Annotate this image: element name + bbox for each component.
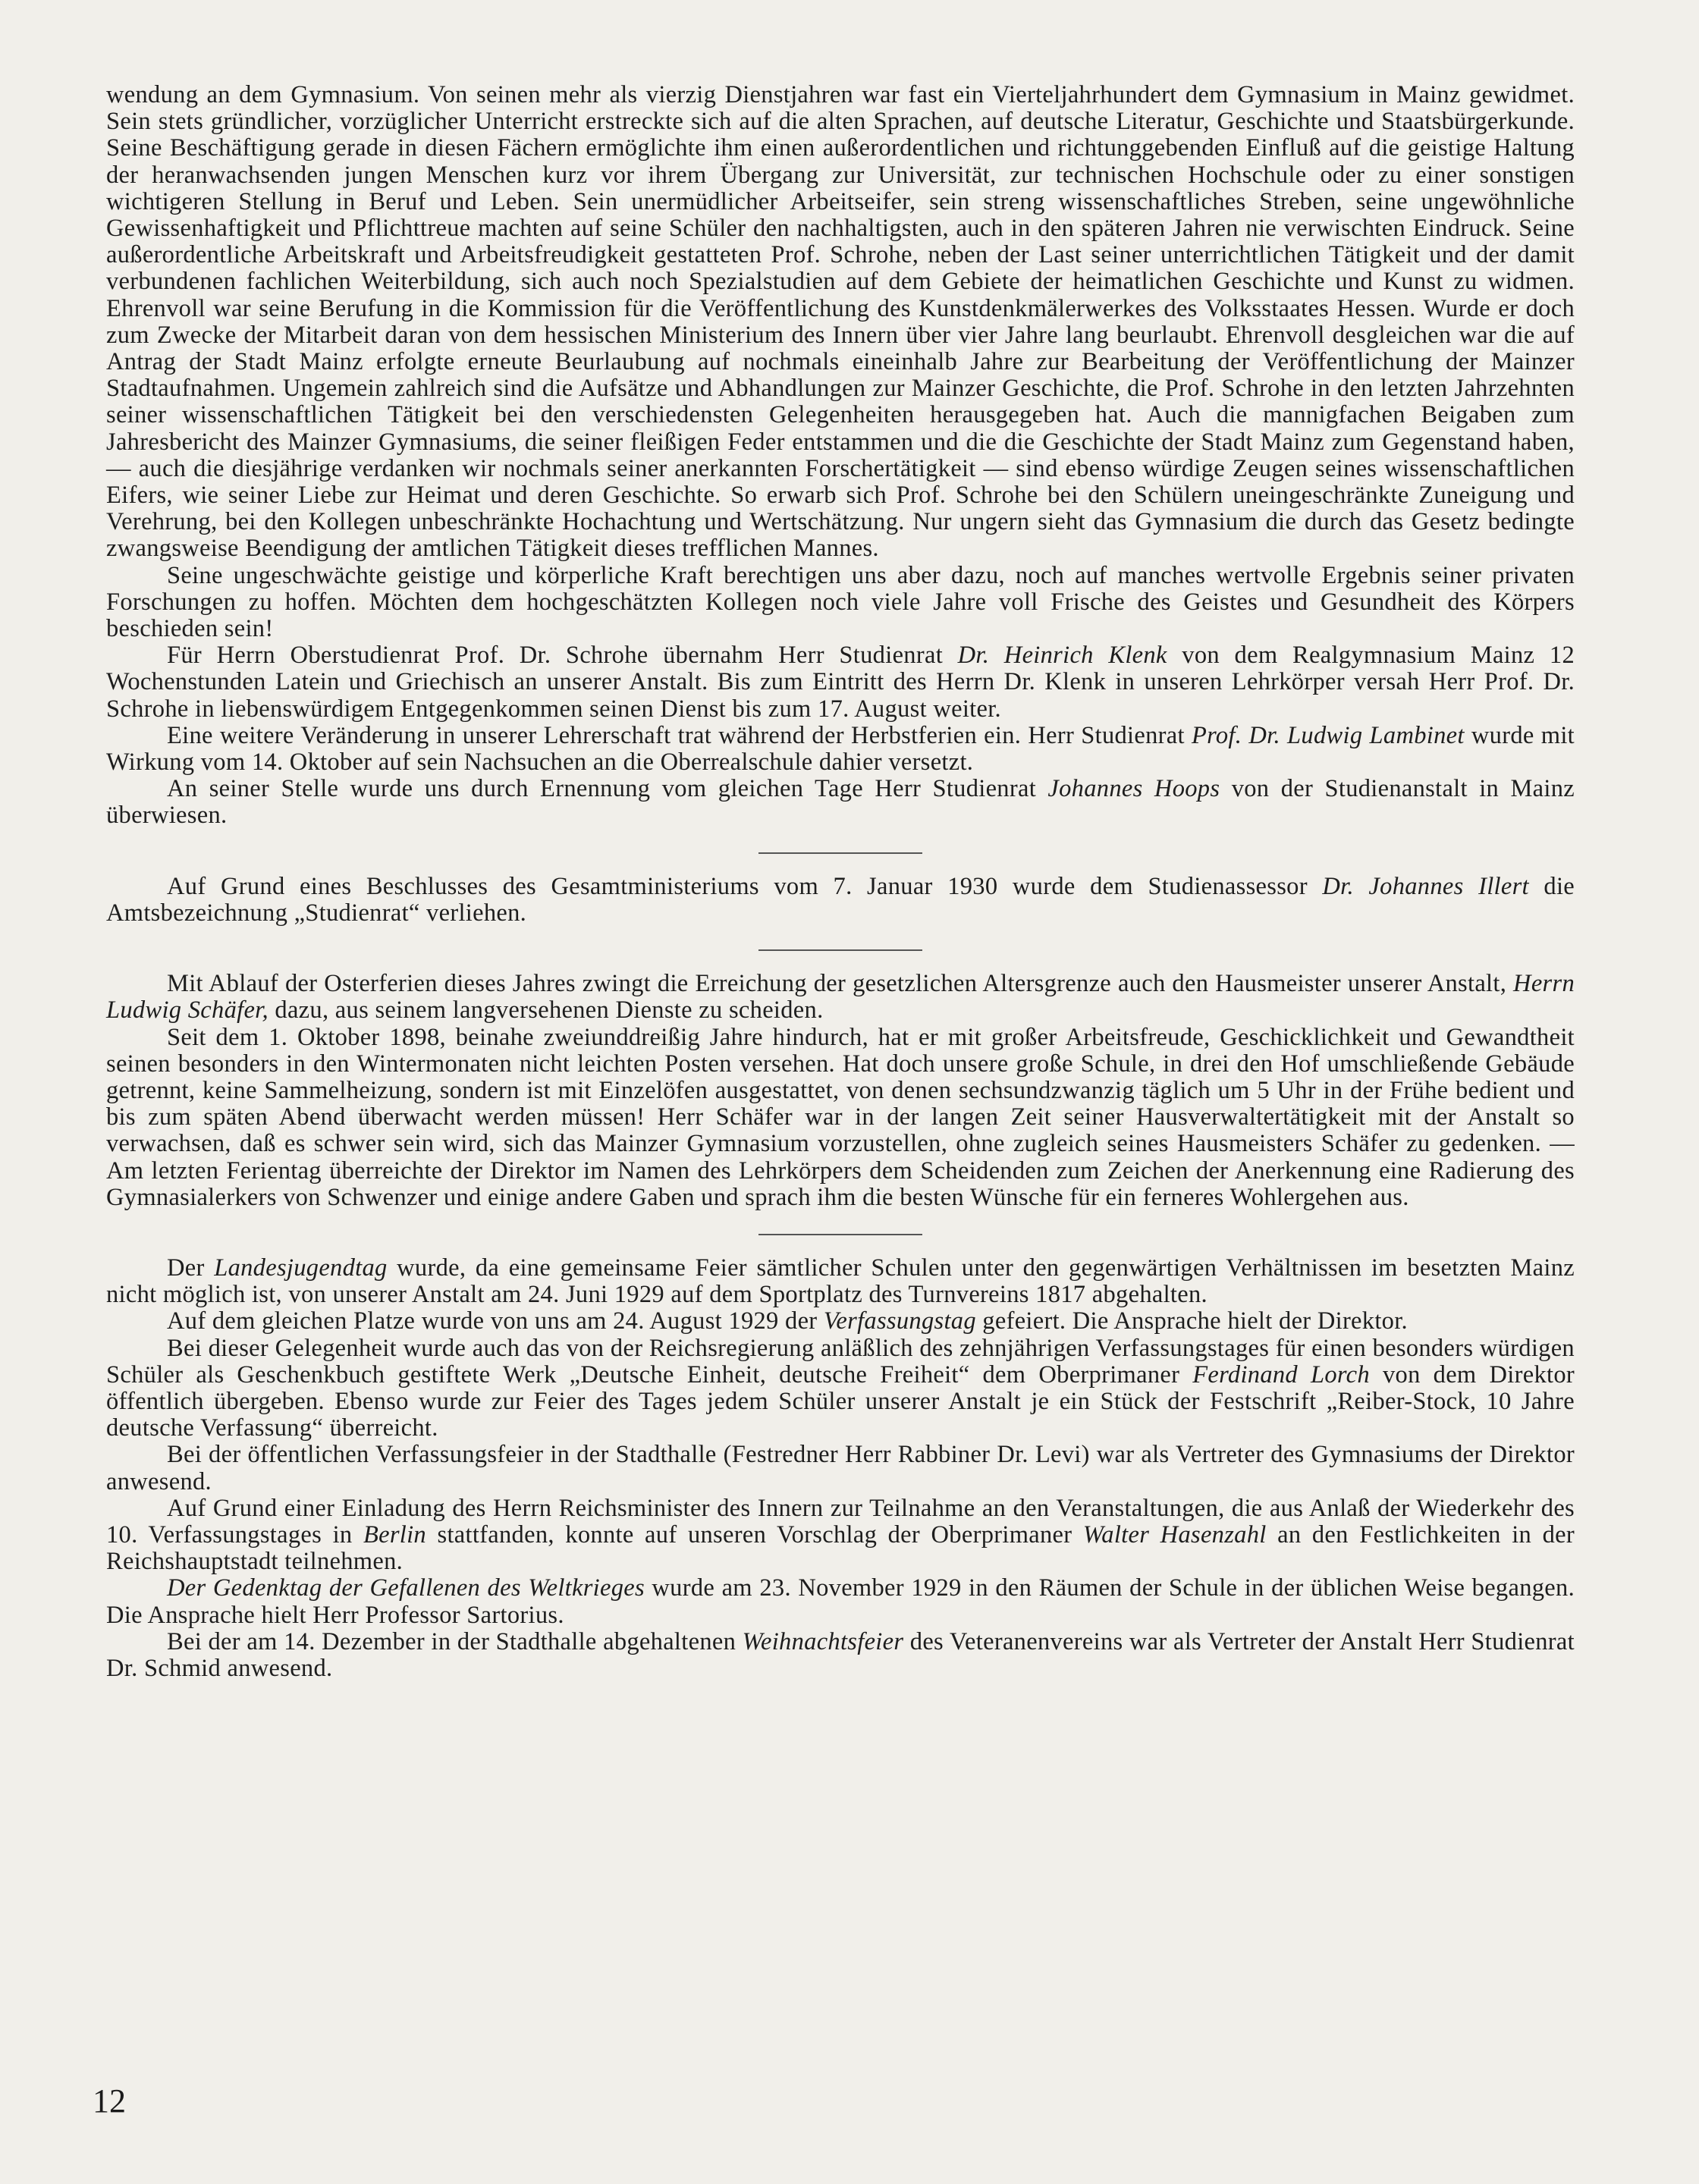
text: von der Studienanstalt in Mainz überwiesen.	[106, 775, 1575, 830]
paragraph-klenk	[106, 642, 1575, 723]
text: Bei der am 14. Dezember in der Stadthalle abgehaltenen	[167, 1627, 743, 1655]
paragraph-verfassungsfeier: Bei der öffentlichen Verfassungsfeier in der Stadthalle (Festredner Herr Rabbiner Dr. Levi) war als Vertreter des Gymnasiums der Direktor anwesend.	[106, 1441, 1575, 1495]
text: Für Herrn Oberstudienrat Prof. Dr. Schrohe übernahm Herr Studienrat	[167, 642, 958, 670]
person-name: Ferdinand Lorch	[1192, 1360, 1370, 1389]
text: des Veteranenvereins war als Vertreter der Anstalt Herr Studienrat Dr. Schmid anwesend.	[106, 1627, 1575, 1682]
text: Eine weitere Veränderung in unserer Lehrerschaft trat während der Herbstferien ein. Herr Studienrat	[167, 721, 1192, 749]
paragraph-hoops	[106, 776, 1575, 829]
text: An seiner Stelle wurde uns durch Ernennung vom gleichen Tage Herr Studienrat	[167, 775, 1048, 803]
text: Auf dem gleichen Platze wurde von uns am 24. August 1929 der	[167, 1307, 824, 1335]
section-divider	[758, 1234, 922, 1235]
place-name: Berlin	[363, 1520, 426, 1549]
text: von dem Realgymnasium Mainz 12 Wochenstunden Latein und Griechisch an unserer Anstalt. Bis zum Eintritt des Herrn Dr. Klenk in unseren Lehrkörper versah Herr Prof. Dr. Schrohe in liebenswürdigem Entgegenkommen seinen Dienst bis zum 17. August weiter.	[106, 642, 1575, 723]
section-divider	[758, 852, 922, 854]
text: wurde, da eine gemeinsame Feier sämtlicher Schulen unter den gegenwärtigen Verhältnissen im besetzten Mainz nicht möglich ist, von unserer Anstalt am 24. Juni 1929 auf dem Sportplatz des Turnvereins 1817 abgehalten.	[106, 1254, 1575, 1309]
paragraph-schrohe-tribute: wendung an dem Gymnasium. Von seinen mehr als vierzig Dienstjahren war fast ein Vierteljahrhundert dem Gymnasium in Mainz gewidmet. Sein stets gründlicher, vorzüglicher Unterricht erstreckte sich auf die alten Sprachen, auf deutsche Literatur, Geschichte und Staatsbürgerkunde. Seine Beschäftigung gerade in diesen Fächern ermöglichte ihm einen außerordentlichen und richtunggebenden Einfluß auf die geistige Haltung der heranwachsenden jungen Menschen kurz vor ihrem Übergang zur Universität, zur technischen Hochschule oder zu einer sonstigen wichtigeren Stellung in Beruf und Leben. Sein unermüdlicher Arbeitseifer, sein streng wissenschaftliches Streben, seine ungewöhnliche Gewissenhaftigkeit und Pflichttreue machten auf seine Schüler den nachhaltigsten, auch in den späteren Jahren nie verwischten Eindruck. Seine außerordentliche Arbeitskraft und Arbeitsfreudigkeit gestatteten Prof. Schrohe, neben der Last seiner unterrichtlichen Tätigkeit und der damit verbundenen fachlichen Weiterbildung, sich auch noch Spezialstudien auf dem Gebiete der heimatlichen Geschichte und Kunst zu widmen. Ehrenvoll war seine Berufung in die Kommission für die Veröffentlichung des Kunstdenkmälerwerkes des Volksstaates Hessen. Wurde er doch zum Zwecke der Mitarbeit daran von dem hessischen Ministerium des Innern über vier Jahre lang beurlaubt. Ehrenvoll desgleichen war die auf Antrag der Stadt Mainz erfolgte erneute Beurlaubung auf nochmals eineinhalb Jahre zur Bearbeitung der Veröffentlichung der Mainzer Stadtaufnahmen. Ungemein zahlreich sind die Aufsätze und Abhandlungen zur Mainzer Geschichte, die Prof. Schrohe in den letzten Jahrzehnten seiner wissenschaftlichen Tätigkeit bei den verschiedensten Gelegenheiten herausgegeben hat. Auch die mannigfachen Beigaben zum Jahresbericht des Mainzer Gymnasiums, die seiner fleißigen Feder entstammen und die die Geschichte der Stadt Mainz zum Gegenstand haben, — auch die diesjährige verdanken wir nochmals seiner anerkannten Forschertätigkeit — sind ebenso würdige Zeugen seines wissenschaftlichen Eifers, wie seiner Liebe zur Heimat und deren Geschichte. So erwarb sich Prof. Schrohe bei den Schülern uneingeschränkte Zuneigung und Verehrung, bei den Kollegen unbeschränkte Hochachtung und Wertschätzung. Nur ungern sieht das Gymnasium die durch das Gesetz bedingte zwangsweise Beendigung der amtlichen Tätigkeit dieses trefflichen Mannes.	[106, 81, 1575, 563]
text: Auf Grund eines Beschlusses des Gesamtministeriums vom 7. Januar 1930 wurde dem Studienassessor	[167, 872, 1323, 900]
page-number: 12	[93, 2082, 126, 2120]
paragraph-lambinet	[106, 723, 1575, 776]
text: Bei dieser Gelegenheit wurde auch das von der Reichsregierung anläßlich des zehnjährigen Verfassungstages für einen besonders würdigen Schüler als Geschenkbuch gestiftete Werk „Deutsche Einheit, deutsche Freiheit“ dem Oberprimaner	[106, 1334, 1575, 1389]
text: wurde am 23. November 1929 in den Räumen der Schule in der üblichen Weise begangen. Die Ansprache hielt Herr Professor Sartorius.	[106, 1574, 1575, 1629]
page-body	[106, 82, 1575, 1682]
text: Auf Grund einer Einladung des Herrn Reichsminister des Innern zur Teilnahme an den Veranstaltungen, die aus Anlaß der Wiederkehr des 10. Verfassungstages in	[106, 1494, 1575, 1549]
text: von dem Direktor öffentlich übergeben. Ebenso wurde zur Feier des Tages jedem Schüler unserer Anstalt je ein Stück der Festschrift „Reiber-Stock, 10 Jahre deutsche Verfassung“ überreicht.	[106, 1360, 1575, 1442]
section-divider	[758, 949, 922, 951]
text: an den Festlichkeiten in der Reichshauptstadt teilnehmen.	[106, 1520, 1575, 1576]
event-name: Weihnachtsfeier	[742, 1627, 904, 1655]
text: Der	[167, 1254, 215, 1282]
person-name: Dr. Johannes Illert	[1322, 872, 1529, 900]
person-name: Herrn Ludwig Schäfer,	[106, 970, 1575, 1025]
text: Mit Ablauf der Osterferien dieses Jahres zwingt die Erreichung der gesetzlichen Altersgrenze auch den Hausmeister unserer Anstalt,	[167, 970, 1514, 998]
paragraph-schaefer-retirement	[106, 971, 1575, 1024]
text: gefeiert. Die Ansprache hielt der Direktor.	[975, 1307, 1408, 1335]
paragraph-landesjugendtag	[106, 1255, 1575, 1308]
paragraph-schrohe-wishes: Seine ungeschwächte geistige und körperliche Kraft berechtigen uns aber dazu, noch auf manches wertvolle Ergebnis seiner privaten Forschungen zu hoffen. Möchten dem hochgeschätzten Kollegen noch viele Jahre voll Frische des Geistes und Gesundheit des Körpers beschieden sein!	[106, 561, 1575, 643]
person-name: Walter Hasenzahl	[1082, 1520, 1267, 1549]
event-name: Verfassungstag	[823, 1307, 976, 1335]
text: stattfanden, konnte auf unseren Vorschlag der Oberprimaner	[426, 1520, 1083, 1549]
text: die Amtsbezeichnung „Studienrat“ verliehen.	[106, 872, 1575, 927]
text: dazu, aus seinem langversehenen Dienste zu scheiden.	[268, 996, 824, 1025]
event-name: Der Gedenktag der Gefallenen des Weltkrieges	[167, 1574, 645, 1602]
person-name: Prof. Dr. Ludwig Lambinet	[1191, 721, 1465, 749]
paragraph-schaefer-service: Seit dem 1. Oktober 1898, beinahe zweiunddreißig Jahre hindurch, hat er mit großer Arbeitsfreude, Geschicklichkeit und Gewandtheit seinen besonders in den Wintermonaten nicht leichten Posten versehen. Hat doch unsere große Schule, in drei den Hof umschließende Gebäude getrennt, keine Sammelheizung, sondern ist mit Einzelöfen ausgestattet, von denen sechsundzwanzig täglich um 5 Uhr in der Frühe bedient und bis zum späten Abend überwacht werden müssen! Herr Schäfer war in der langen Zeit seiner Hausverwaltertätigkeit mit der Anstalt so verwachsen, daß es schwer sein wird, sich das Mainzer Gymnasium vorzustellen, ohne zugleich seines Hausmeisters Schäfer zu gedenken. — Am letzten Ferientag überreichte der Direktor im Namen des Lehrkörpers dem Scheidenden zum Zeichen der Anerkennung eine Radierung des Gymnasialerkers von Schwenzer und einige andere Gaben und sprach ihm die besten Wünsche für ein ferneres Wohlergehen aus.	[106, 1023, 1575, 1211]
person-name: Johannes Hoops	[1047, 775, 1220, 803]
text: wurde mit Wirkung vom 14. Oktober auf sein Nachsuchen an die Oberrealschule dahier versetzt.	[106, 721, 1575, 777]
person-name: Dr. Heinrich Klenk	[957, 642, 1167, 670]
event-name: Landesjugendtag	[214, 1254, 388, 1282]
paragraph-weihnachtsfeier	[106, 1629, 1575, 1682]
paragraph-berlin	[106, 1495, 1575, 1576]
paragraph-illert	[106, 874, 1575, 927]
paragraph-gedenktag	[106, 1575, 1575, 1628]
paragraph-geschenkbuch	[106, 1335, 1575, 1442]
paragraph-verfassungstag	[106, 1308, 1575, 1335]
